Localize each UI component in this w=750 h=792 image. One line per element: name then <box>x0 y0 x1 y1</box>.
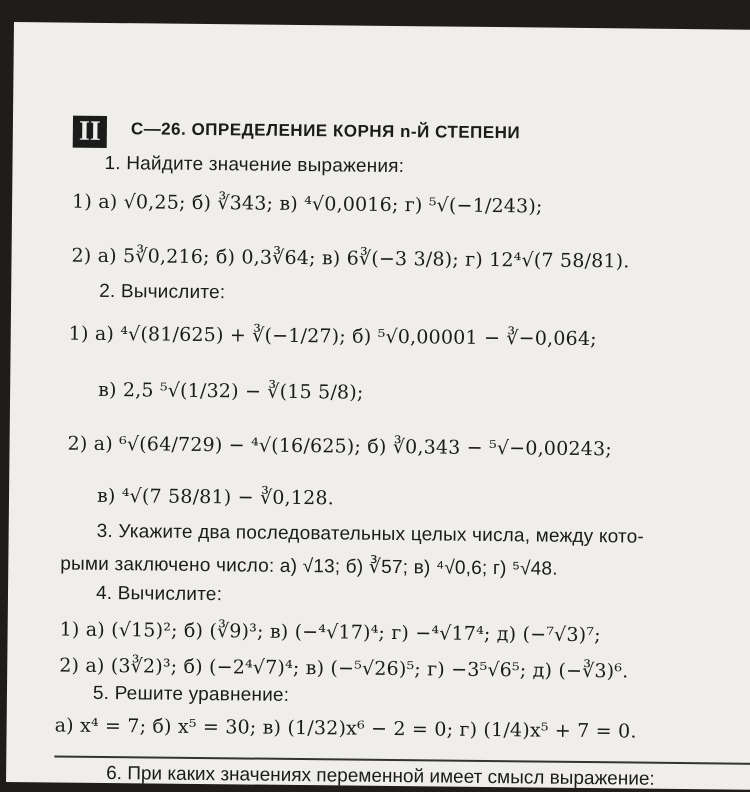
task3-line2: рыми заключено число: а) √13; б) ∛57; в) ⁴√0,6; г) ⁵√48. <box>60 553 558 580</box>
task1-heading: 1. Найдите значение выражения: <box>104 152 405 178</box>
task5-row1: а) x⁴ = 7; б) x⁵ = 30; в) (1/32)x⁶ − 2 = 0; г) (1/4)x⁵ + 7 = 0. <box>54 714 637 743</box>
task5-heading: 5. Решите уравнение: <box>92 682 290 706</box>
task1-row2: 2) а) 5∛0,216; б) 0,3∛64; в) 6∛(−3 3/8); г) 12⁴√(7 58/81). <box>71 244 630 273</box>
paper-sheet <box>6 22 750 790</box>
task4-heading: 4. Вычислите: <box>95 582 223 606</box>
section-title: С—26. ОПРЕДЕЛЕНИЕ КОРНЯ n-Й СТЕПЕНИ <box>130 119 521 143</box>
task2-heading: 2. Вычислите: <box>99 280 226 304</box>
task2-row2: в) 2,5 ⁵√(1/32) − ∛(15 5/8); <box>98 378 364 404</box>
task3-line1: 3. Укажите два последовательных целых числа, между кото- <box>96 520 645 548</box>
task1-row1: 1) а) √0,25; б) ∛343; в) ⁴√0,0016; г) ⁵√(−1/243); <box>72 190 543 218</box>
task2-row1: 1) а) ⁴√(81/625) + ∛(−1/27); б) ⁵√0,00001 − ∛−0,064; <box>68 322 597 351</box>
task4-row2: 2) а) (3∛2)³; б) (−2⁴√7)⁴; в) (−⁵√26)⁵; г) −3⁵√6⁵; д) (−∛3)⁶. <box>59 654 629 683</box>
section-badge: II <box>73 116 107 148</box>
task4-row1: 1) а) (√15)²; б) (∛9)³; в) (−⁴√17)⁴; г) −⁴√17⁴; д) (−⁷√3)⁷; <box>59 618 601 647</box>
task2-row4: в) ⁴√(7 58/81) − ∛0,128. <box>96 484 335 510</box>
task6-cut-text: 6. При каких значениях переменной имеет смысл выражение: <box>106 763 655 790</box>
page-content <box>6 22 750 790</box>
task2-row3: 2) а) ⁶√(64/729) − ⁴√(16/625); б) ∛0,343 − ⁵√−0,00243; <box>67 432 613 461</box>
